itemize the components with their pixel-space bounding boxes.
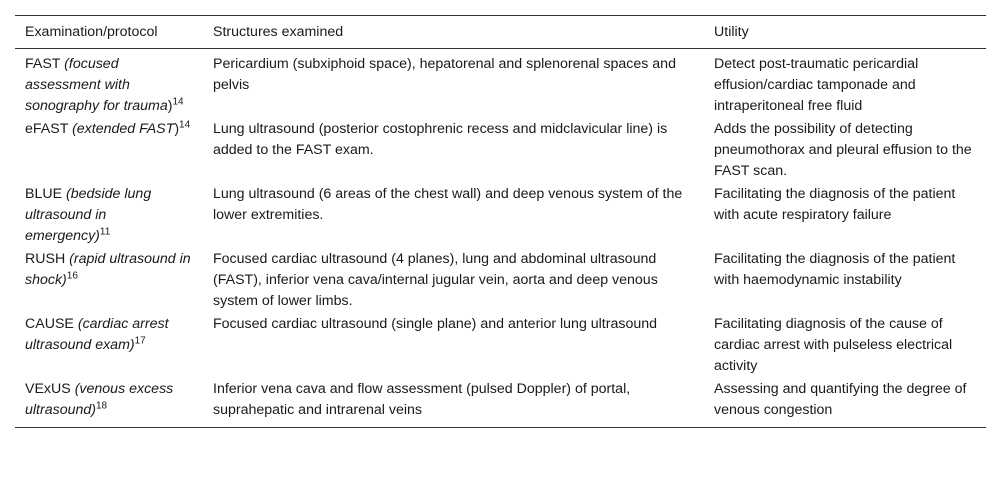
protocol-name: VExUS xyxy=(25,381,71,397)
header-row xyxy=(15,16,986,49)
protocol-cell xyxy=(15,248,203,313)
table-header xyxy=(15,16,986,49)
protocol-name: FAST xyxy=(25,56,61,72)
utility-cell: Assessing and quantifying the degree of venous congestion xyxy=(714,381,967,418)
reference-number: 18 xyxy=(95,400,108,412)
protocol-expansion: (extended FAST xyxy=(72,121,175,137)
header-examination-protocol: Examination/protocol xyxy=(25,24,158,40)
protocol-name: CAUSE xyxy=(25,316,74,332)
protocol-name: BLUE xyxy=(25,186,63,202)
structures-cell: Focused cardiac ultrasound (4 planes), lung and abdominal ultrasound (FAST), inferior vena cava/internal jugular vein, aorta and deep venous system of lower limbs. xyxy=(213,251,658,309)
protocol-close: ) xyxy=(174,121,180,137)
protocol-cell xyxy=(15,313,203,378)
header-utility: Utility xyxy=(714,24,749,40)
structures-cell: Focused cardiac ultrasound (single plane) and anterior lung ultrasound xyxy=(213,316,658,332)
protocol-cell xyxy=(15,49,203,119)
table-body xyxy=(15,49,986,428)
utility-cell: Facilitating the diagnosis of the patient with acute respiratory failure xyxy=(714,186,956,223)
protocol-cell xyxy=(15,183,203,248)
structures-cell: Lung ultrasound (posterior costophrenic recess and midclavicular line) is added to the FAST exam. xyxy=(213,121,668,158)
structures-cell: Pericardium (subxiphoid space), hepatorenal and splenorenal spaces and pelvis xyxy=(213,56,676,93)
protocol-name: RUSH xyxy=(25,251,66,267)
protocol-expansion: (focused assessment with sonography for trauma xyxy=(25,56,168,114)
utility-cell: Facilitating the diagnosis of the patient with haemodynamic instability xyxy=(714,251,956,288)
table-row xyxy=(15,248,986,313)
table-row xyxy=(15,313,986,378)
utility-cell: Facilitating diagnosis of the cause of cardiac arrest with pulseless electrical activity xyxy=(714,316,953,374)
protocol-table-container xyxy=(15,15,986,428)
protocol-expansion: (venous excess ultrasound) xyxy=(25,381,174,418)
table-row xyxy=(15,49,986,119)
reference-number: 14 xyxy=(172,96,184,108)
protocol-close: ) xyxy=(167,98,173,114)
header-structures-examined: Structures examined xyxy=(213,24,344,40)
structures-cell: Inferior vena cava and flow assessment (pulsed Doppler) of portal, suprahepatic and intrarenal veins xyxy=(213,381,631,418)
ultrasound-protocols-table xyxy=(15,15,986,428)
protocol-expansion: (bedside lung ultrasound in emergency) xyxy=(25,186,152,244)
protocol-cell xyxy=(15,378,203,428)
utility-cell: Adds the possibility of detecting pneumothorax and pleural effusion to the FAST scan. xyxy=(714,121,972,179)
reference-number: 14 xyxy=(179,119,191,131)
protocol-expansion: (rapid ultrasound in shock) xyxy=(25,251,191,288)
structures-cell: Lung ultrasound (6 areas of the chest wall) and deep venous system of the lower extremities. xyxy=(213,186,683,223)
table-row xyxy=(15,183,986,248)
table-row xyxy=(15,378,986,428)
reference-number: 11 xyxy=(99,226,111,238)
table-row xyxy=(15,118,986,183)
reference-number: 16 xyxy=(66,270,78,282)
reference-number: 17 xyxy=(134,335,146,347)
protocol-expansion: (cardiac arrest ultrasound exam) xyxy=(25,316,169,353)
protocol-name: eFAST xyxy=(25,121,69,137)
protocol-cell xyxy=(15,118,203,183)
utility-cell: Detect post-traumatic pericardial effusion/cardiac tamponade and intraperitoneal free fluid xyxy=(714,56,919,114)
